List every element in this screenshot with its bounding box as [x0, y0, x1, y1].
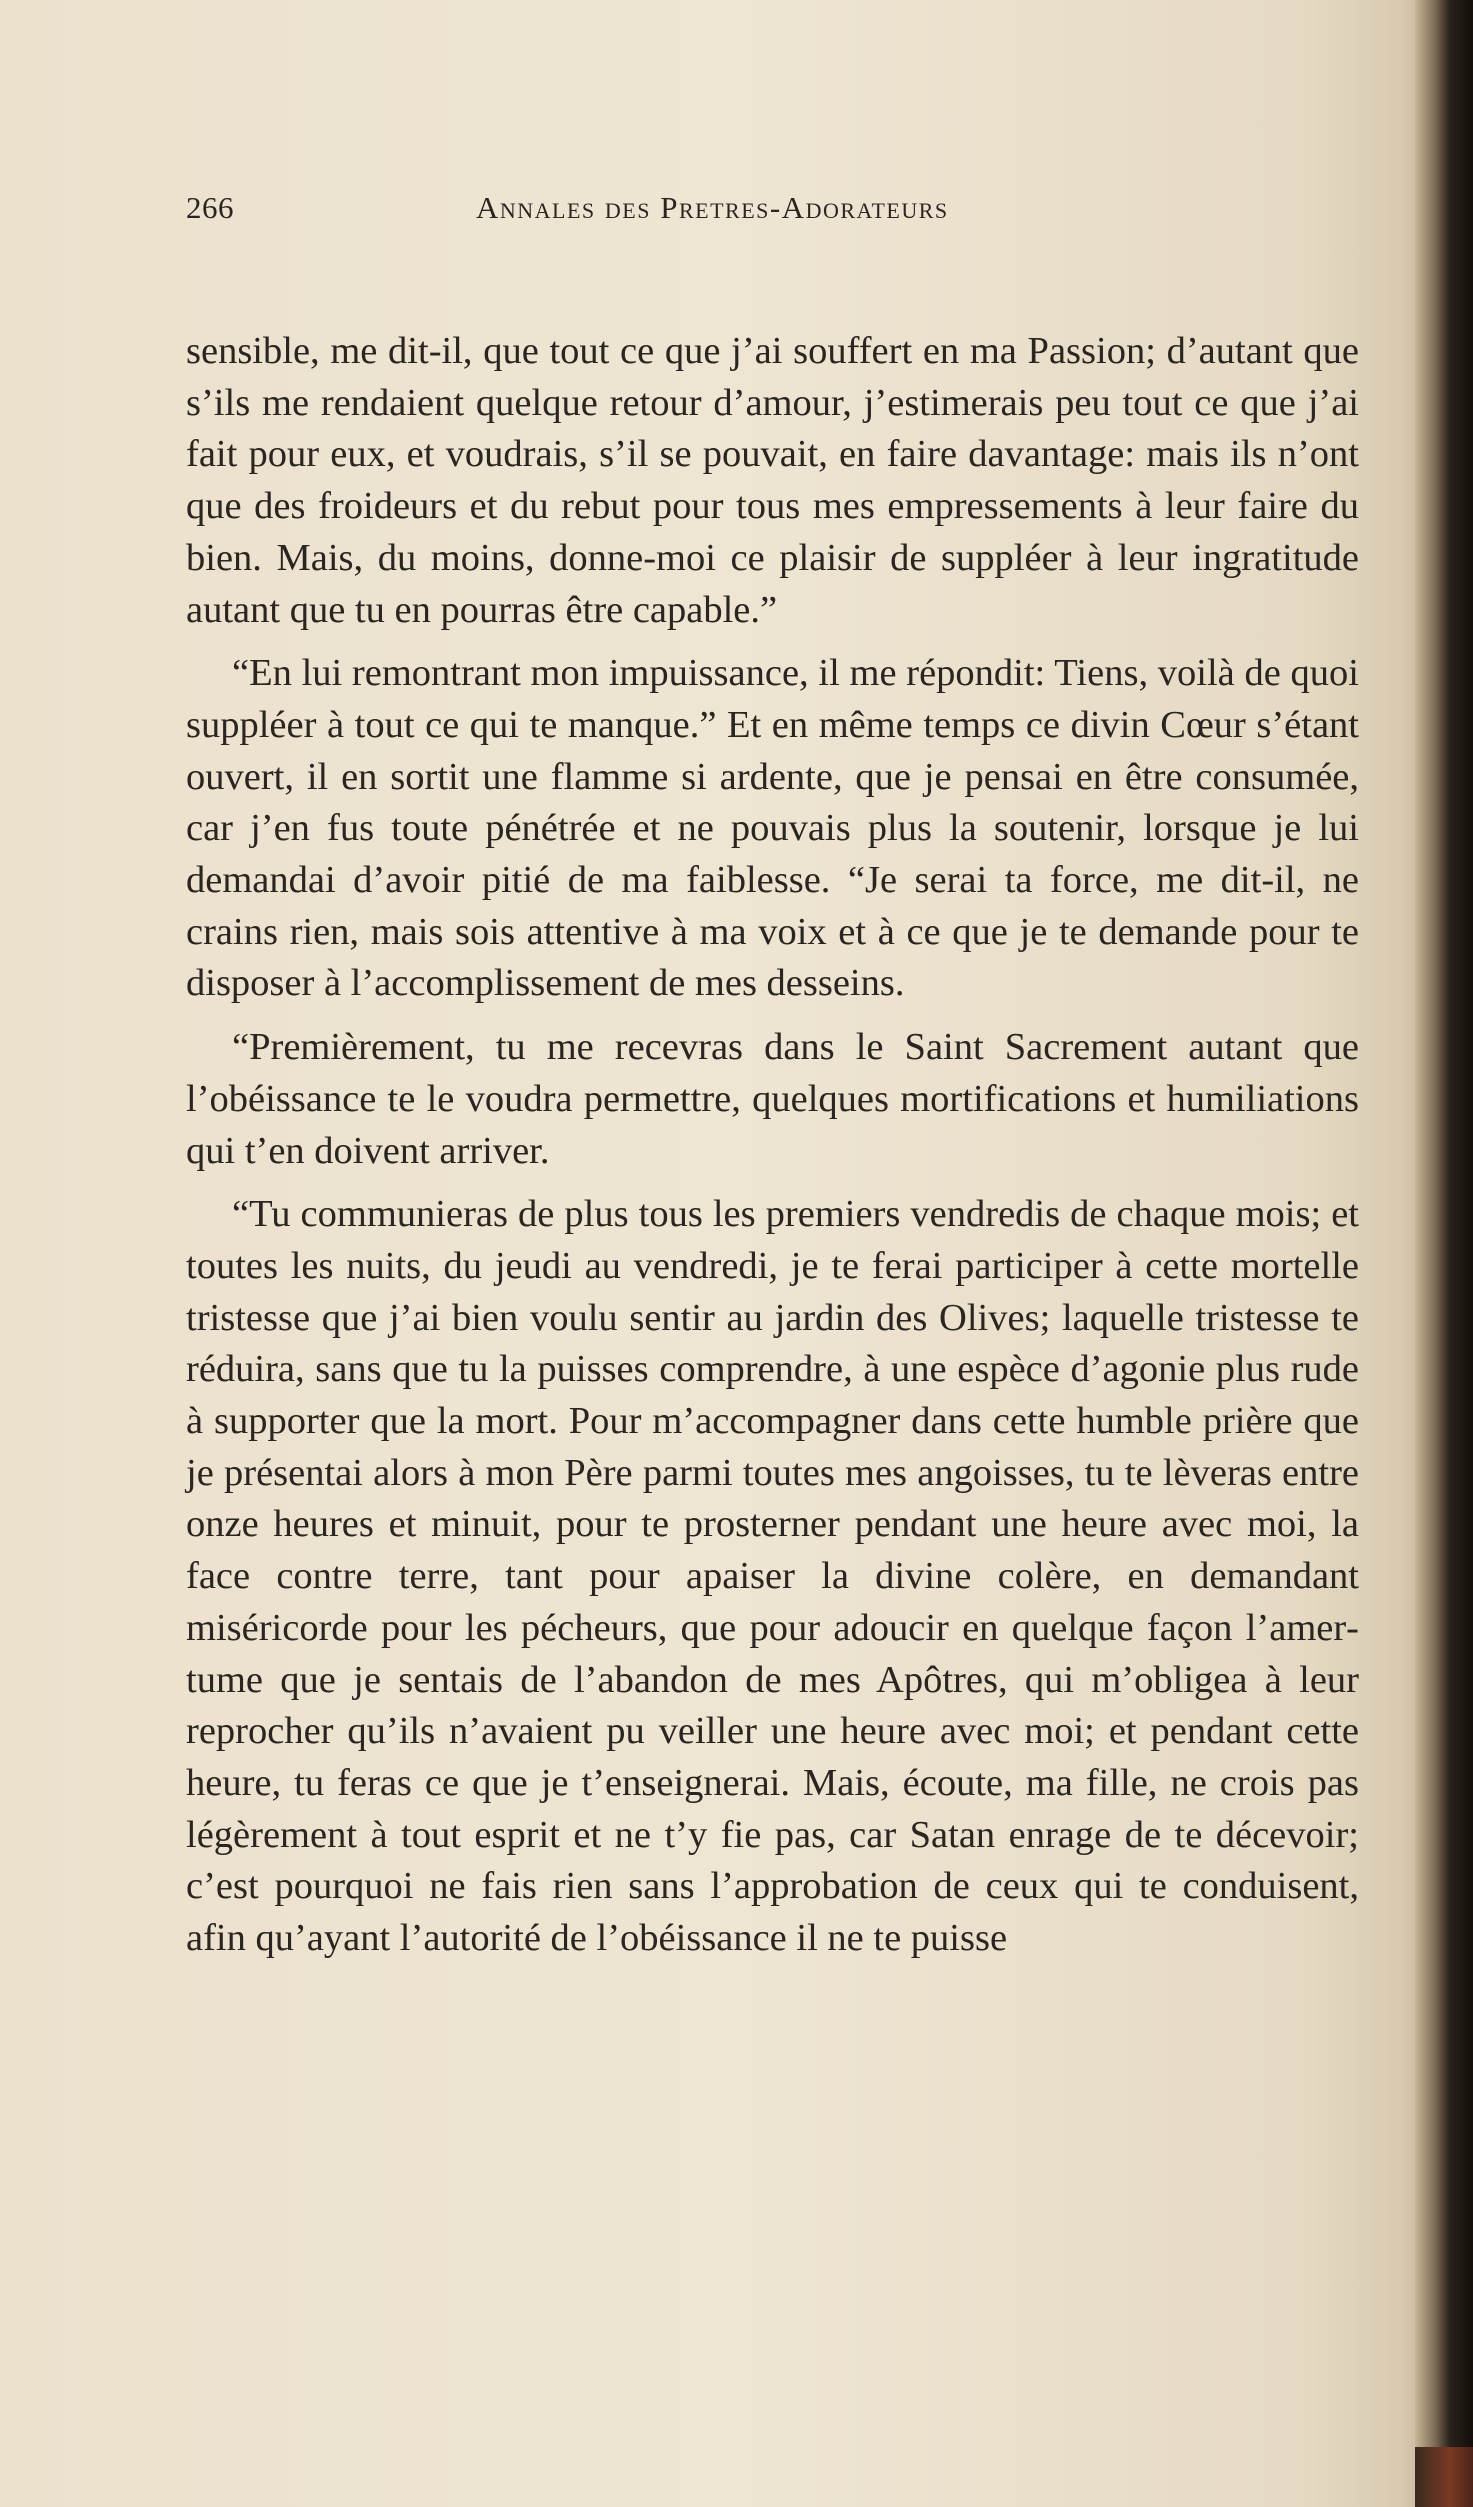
paragraph: “En lui remontrant mon impuissance, il me répondit: Tiens, voilà de quoi suppléer à tout ce qui te manque.” Et en même temps ce divin Cœur s’étant ouvert, il en sortit une flamme si ardente, que je pensai en être consumée, car j’en fus toute pénétrée et ne pouvais plus la soutenir, lorsque je lui demandai d’avoir pitié de ma faiblesse. “Je serai ta force, me dit-il, ne crains rien, mais sois attentive à ma voix et à ce que je te demande pour te disposer à l’accomplissement de mes desseins.: [186, 652, 1359, 1005]
book-spine-shadow: [1415, 0, 1473, 2507]
paragraph: “Premièrement, tu me recevras dans le Saint Sacrement autant que l’obéissance te le voudra permettre, quelques mortifications et humiliations qui t’en doivent arriver.: [186, 1026, 1359, 1172]
page-number: 266: [186, 190, 234, 225]
paragraph-continuation: sensible, me dit-il, que tout ce que j’ai souffert en ma Passion; d’autant que s’ils me rendaient quelque retour d’amour, j’estimerais peu tout ce que j’ai fait pour eux, et voudrais, s’il se pouvait, en faire davantage: mais ils n’ont que des froideurs et du rebut pour tous mes empressements à leur faire du bien. Mais, du moins, donne-moi ce plaisir de suppléer à leur ingratitude autant que tu en pourras être capable.”: [186, 330, 1359, 631]
running-header: [186, 190, 1366, 230]
body-text: [186, 326, 1359, 1977]
running-title: Annales des Pretres-Adorateurs: [476, 190, 949, 225]
book-cover-edge: [1415, 2447, 1473, 2507]
paragraph: “Tu communieras de plus tous les premiers vendredis de chaque mois; et toutes les nuits, du jeudi au vendredi, je te ferai participer à cette mortelle tristesse que j’ai bien voulu sentir au jardin des Olives; laquelle tristesse te réduira, sans que tu la puisses comprendre, à une espèce d’agonie plus rude à supporter que la mort. Pour m’accompagner dans cette humble prière que je présentai alors à mon Père parmi toutes mes angoisses, tu te lèveras entre onze heures et minuit, pour te prosterner pendant une heure avec moi, la face contre terre, tant pour apaiser la divine colère, en demandant miséricorde pour les pécheurs, que pour adoucir en quelque façon l’amertume que je sentais de l’abandon de mes Apôtres, qui m’obligea à leur reprocher qu’ils n’avaient pu veiller une heure avec moi; et pendant cette heure, tu feras ce que je t’enseignerai. Mais, écoute, ma fille, ne crois pas légèrement à tout esprit et ne t’y fie pas, car Satan enrage de te décevoir; c’est pourquoi ne fais rien sans l’approbation de ceux qui te conduisent, afin qu’ayant l’autorité de l’obéissance il ne te puisse: [186, 1193, 1359, 1960]
